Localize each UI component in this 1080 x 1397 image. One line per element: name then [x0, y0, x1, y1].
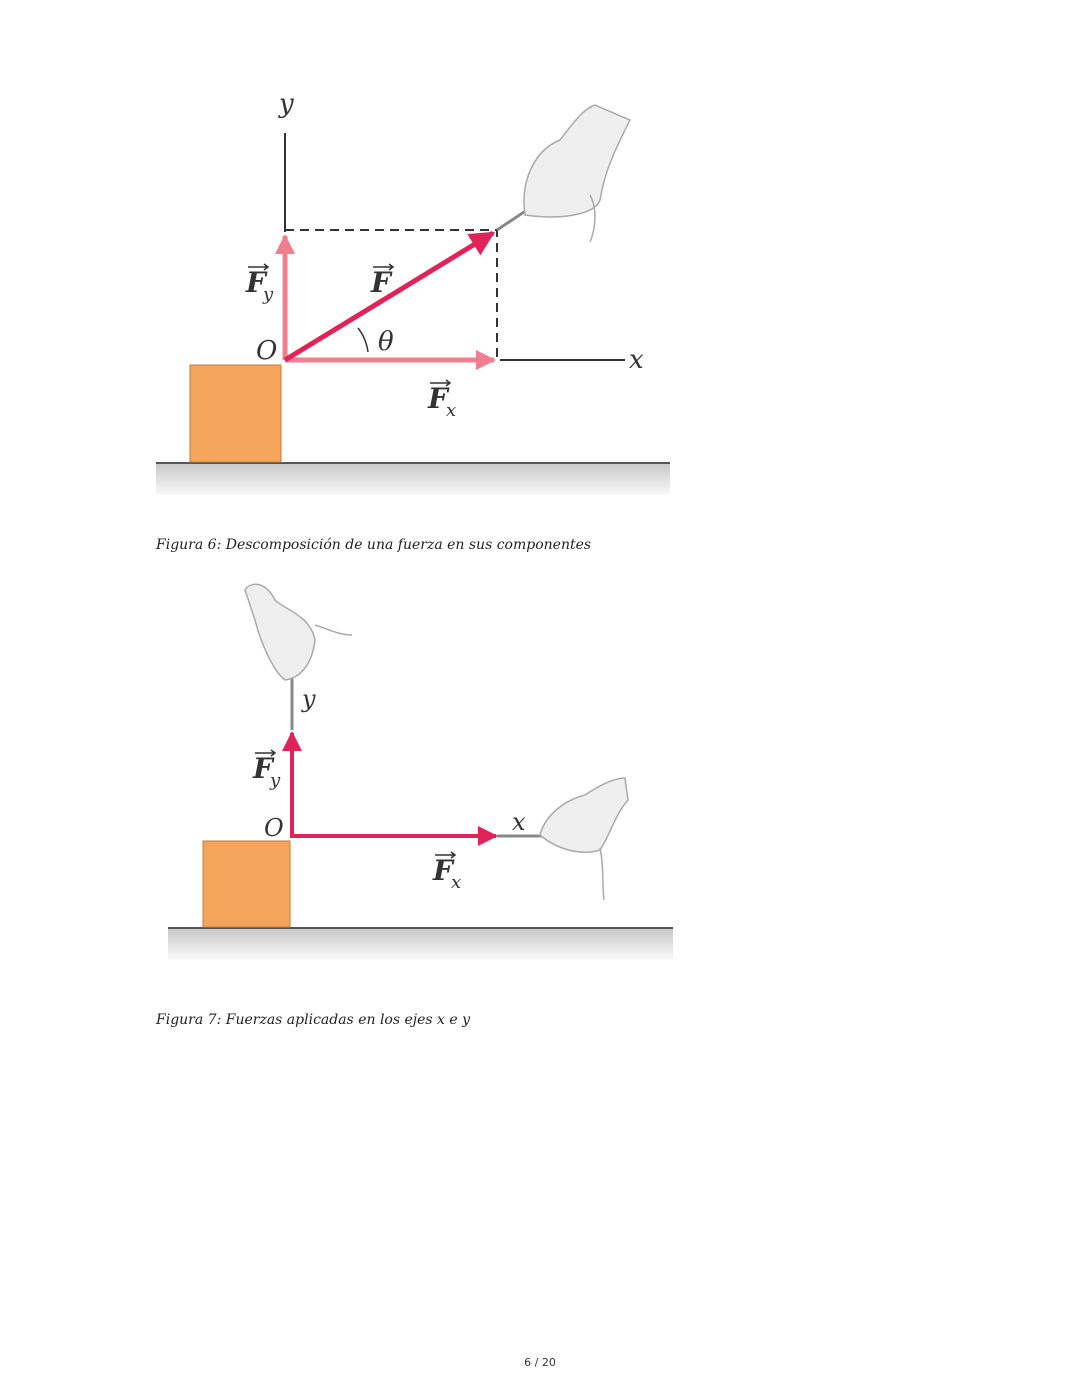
fy-subscript: y	[263, 284, 274, 305]
fx-subscript: x	[446, 400, 457, 421]
hand-icon	[540, 778, 628, 900]
fx-label: F	[433, 854, 453, 887]
figure-6-caption: Figura 6: Descomposición de una fuerza en sus componentes	[156, 537, 592, 553]
ground	[168, 929, 673, 960]
y-axis-label: y	[302, 685, 316, 713]
fy-label: F	[246, 266, 266, 299]
force-label: F	[371, 266, 391, 299]
figure-7-caption: Figura 7: Fuerzas aplicadas en los ejes x e y	[156, 1012, 471, 1028]
ground	[156, 464, 670, 495]
x-axis-label: x	[629, 345, 644, 375]
origin-label: O	[256, 336, 278, 366]
y-axis-label: y	[279, 89, 294, 119]
block	[190, 365, 281, 462]
fx-label: F	[428, 382, 448, 415]
theta-label: θ	[378, 327, 394, 357]
page-number: 6 / 20	[524, 1356, 556, 1369]
hand-icon	[524, 105, 630, 242]
fy-label: F	[253, 752, 273, 785]
x-axis-label: x	[512, 808, 526, 836]
figure-7	[168, 584, 673, 960]
figure-6	[156, 89, 670, 495]
fx-subscript: x	[451, 872, 462, 893]
hand-icon	[245, 584, 352, 680]
origin-label: O	[264, 814, 284, 842]
angle-arc	[358, 328, 368, 352]
block	[203, 841, 290, 927]
fy-subscript: y	[270, 770, 281, 791]
